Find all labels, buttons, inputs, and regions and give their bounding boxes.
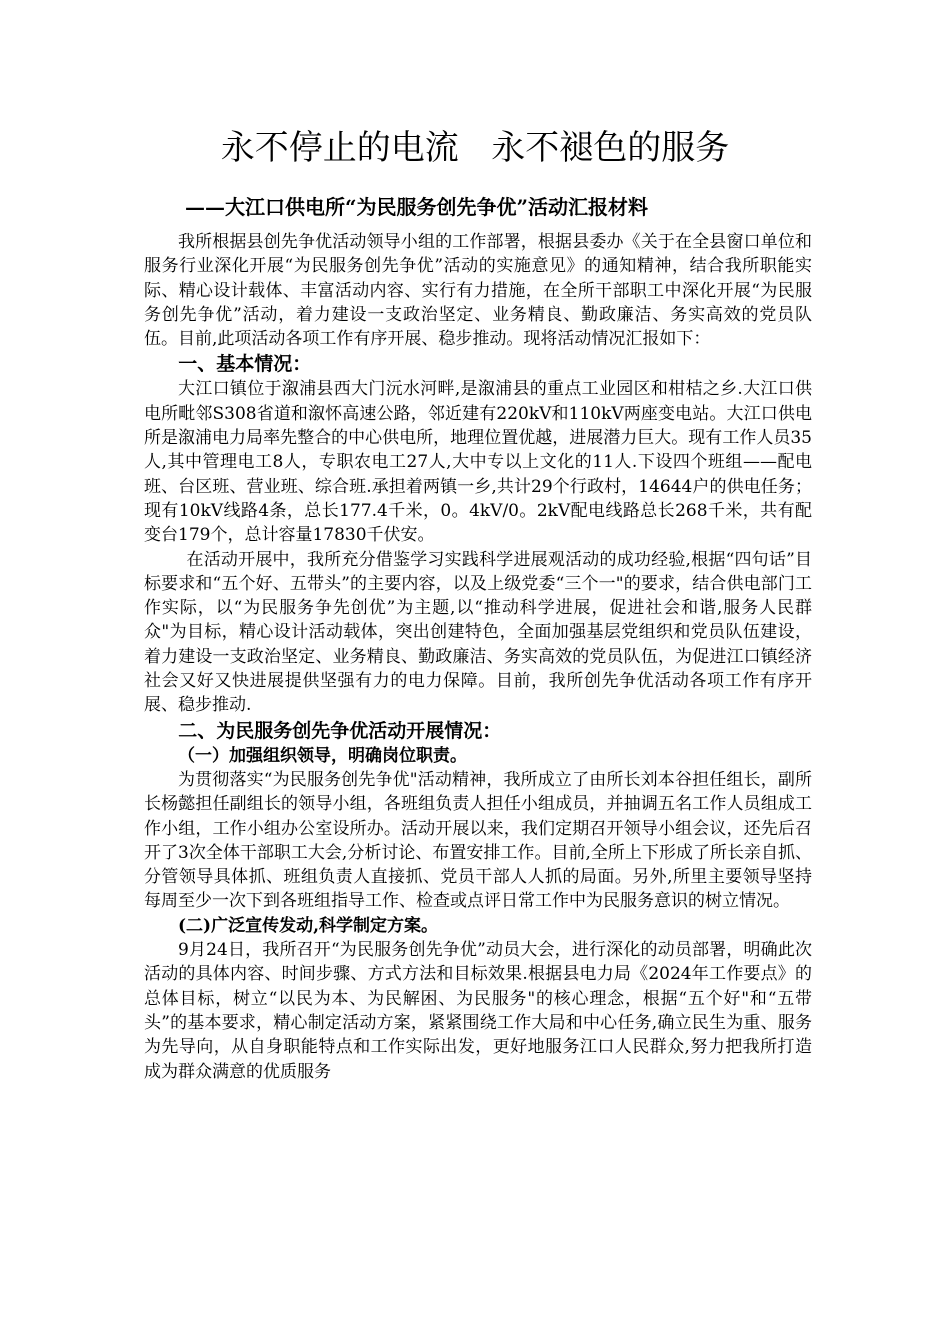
section-heading-activities: 二、为民服务创先争优活动开展情况：	[178, 719, 502, 742]
subsection-heading-publicity: (二)广泛宣传发动,科学制定方案。	[178, 915, 439, 936]
document-subtitle: ——大江口供电所“为民服务创先争优”活动汇报材料	[185, 195, 649, 219]
section-heading-basic: 一、基本情况：	[178, 353, 312, 376]
subsection-heading-organization: （一）加强组织领导，明确岗位职责。	[178, 745, 467, 766]
document-title: 永不停止的电流 永不褪色的服务	[220, 128, 730, 168]
document-body	[144, 230, 812, 1084]
basic-info-paragraph: 大江口镇位于溆浦县西大门沅水河畔,是溆浦县的重点工业园区和柑桔之乡.大江口供电所毗邻S308省道和溆怀高速公路，邻近建有220kV和110kV两座变电站。大江口供电所是溆浦电力局率先整合的中心供电所，地理位置优越，进展潜力巨大。现有工作人员35人,其中管理电工8人，专职农电工27人,大中专以上文化的11人.下设四个班组——配电班、台区班、营业班、综合班.承担着两镇一乡,共计29个行政村，14644户的供电任务；现有10kV线路4条，总长177.4千米，0。4kV/0。2kV配电线路总长268千米，共有配变台179个，总计容量17830千伏安。	[144, 379, 812, 546]
organization-paragraph: 为贯彻落实“为民服务创先争优"活动精神，我所成立了由所长刘本谷担任组长，副所长杨懿担任副组长的领导小组，各班组负责人担任小组成员，并抽调五名工作人员组成工作小组，工作小组办公室设所办。活动开展以来，我们定期召开领导小组会议，还先后召开了3次全体干部职工大会,分析讨论、布置安排工作。目前,全所上下形成了所长亲自抓、分管领导具体抓、班组负责人直接抓、党员干部人人抓的局面。另外,所里主要领导坚持每周至少一次下到各班组指导工作、检查或点评日常工作中为民服务意识的树立情况。	[144, 769, 812, 912]
publicity-paragraph: 9月24日，我所召开“为民服务创先争优”动员大会，进行深化的动员部署，明确此次活动的具体内容、时间步骤、方式方法和目标效果.根据县电力局《2024年工作要点》的总体目标，树立“以民为本、为民解困、为民服务"的核心理念，根据“五个好"和“五带头”的基本要求，精心制定活动方案，紧紧围绕工作大局和中心任务,确立民生为重、服务为先导向，从自身职能特点和工作实际出发，更好地服务江口人民群众,努力把我所打造成为群众满意的优质服务	[144, 940, 812, 1082]
intro-paragraph: 我所根据县创先争优活动领导小组的工作部署，根据县委办《关于在全县窗口单位和服务行业深化开展“为民服务创先争优”活动的实施意见》的通知精神，结合我所职能实际、精心设计载体、丰富活动内容、实行有力措施，在全所干部职工中深化开展“为民服务创先争优”活动，着力建设一支政治坚定、业务精良、勤政廉洁、务实高效的党员队伍。目前,此项活动各项工作有序开展、稳步推动。现将活动情况汇报如下：	[144, 232, 812, 350]
activity-overview-paragraph: 在活动开展中，我所充分借鉴学习实践科学进展观活动的成功经验,根据“四句话”目标要求和“五个好、五带头”的主要内容，以及上级党委“三个一"的要求，结合供电部门工作实际，以“为民服务争先创优”为主题,以“推动科学进展，促进社会和谐,服务人民群众"为目标，精心设计活动载体，突出创建特色，全面加强基层党组织和党员队伍建设，着力建设一支政治坚定、业务精良、勤政廉洁、务实高效的党员队伍，为促进江口镇经济社会又好又快进展提供坚强有力的电力保障。目前，我所创先争优活动各项工作有序开展、稳步推动.	[144, 549, 812, 716]
